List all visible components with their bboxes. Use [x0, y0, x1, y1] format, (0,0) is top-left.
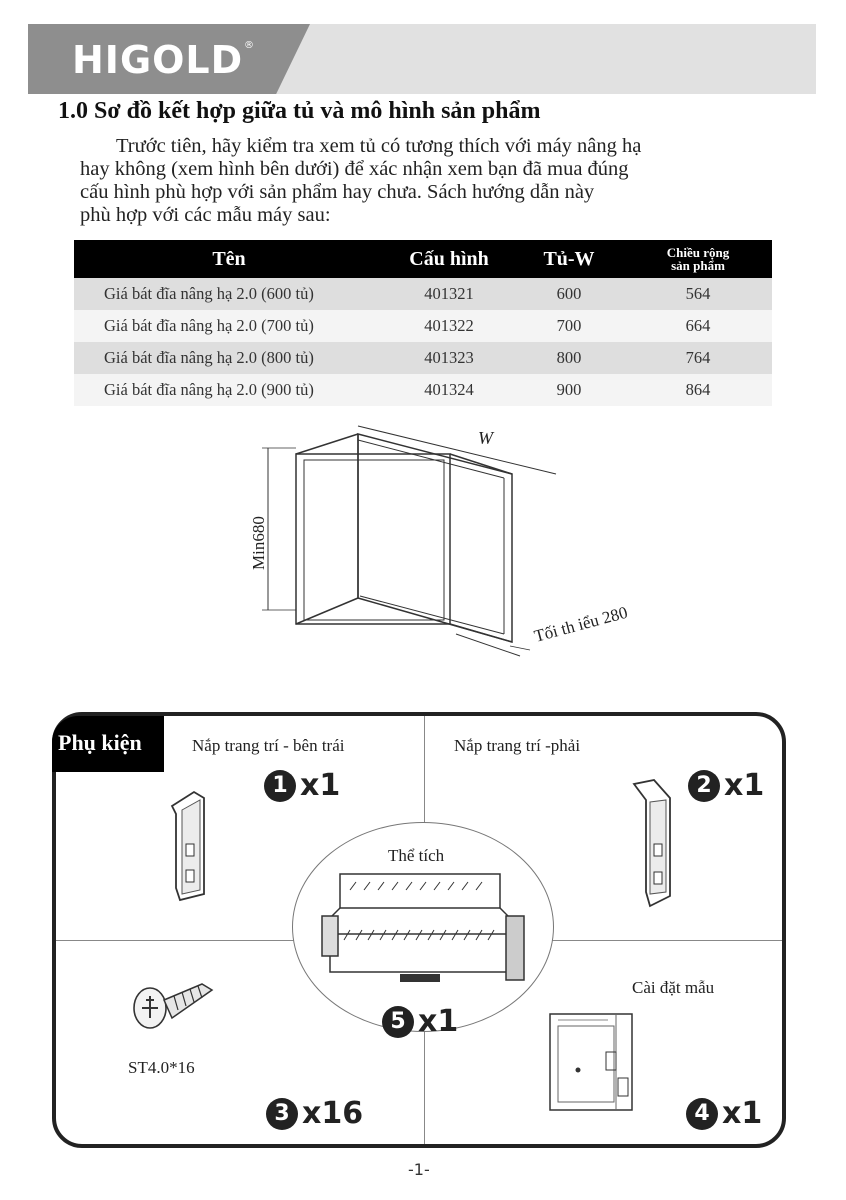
cell-name: Giá bát đĩa nâng hạ 2.0 (800 tủ) — [74, 342, 384, 374]
item-3-quantity — [266, 1096, 363, 1131]
cell-cabinet-width: 900 — [514, 374, 624, 406]
table-row — [74, 374, 772, 406]
depth-label: Tối th iểu 280 — [532, 602, 630, 646]
item-2-label: Nắp trang trí -phải — [454, 736, 581, 755]
height-label: Min680 — [249, 516, 268, 570]
section-title: 1.0 Sơ đồ kết hợp giữa tủ và mô hình sản phẩm — [58, 98, 541, 124]
width-label: W — [478, 428, 493, 448]
col-header-product-width-line2: sản phẩm — [671, 258, 725, 273]
item-1-number: 1 — [264, 770, 296, 802]
cell-product-width: 764 — [624, 342, 772, 374]
intro-line: Trước tiên, hãy kiểm tra xem tủ có tương thích với máy nâng hạ — [116, 135, 642, 157]
item-4-number: 4 — [686, 1098, 718, 1130]
cell-product-width: 664 — [624, 310, 772, 342]
screw-image — [128, 970, 218, 1034]
right-trim-cap-image — [626, 776, 686, 912]
item-3-label: ST4.0*16 — [128, 1058, 195, 1077]
item-4-label: Cài đặt mẫu — [632, 978, 715, 997]
item-4-quantity — [686, 1096, 762, 1131]
item-3-qty-text: x16 — [302, 1096, 364, 1131]
intro-paragraph — [80, 135, 760, 227]
cabinet-front-frame — [296, 454, 450, 624]
item-1-quantity — [264, 768, 340, 803]
dish-rack-basket-image — [320, 868, 530, 996]
cell-cabinet-width: 800 — [514, 342, 624, 374]
cell-name: Giá bát đĩa nâng hạ 2.0 (900 tủ) — [74, 374, 384, 406]
model-table — [74, 240, 772, 406]
cabinet-back-panel — [358, 434, 512, 642]
item-1-label: Nắp trang trí - bên trái — [192, 736, 345, 755]
table-row — [74, 278, 772, 310]
installation-template-image — [548, 1012, 638, 1112]
item-5-quantity — [382, 1004, 458, 1039]
col-header-cabinet-width: Tủ-W — [514, 240, 624, 278]
cell-config: 401324 — [384, 374, 514, 406]
registered-mark: ® — [244, 40, 254, 51]
cell-name: Giá bát đĩa nâng hạ 2.0 (600 tủ) — [74, 278, 384, 310]
left-trim-cap-image — [160, 784, 220, 904]
col-header-name: Tên — [74, 240, 384, 278]
cell-product-width: 564 — [624, 278, 772, 310]
cell-product-width: 864 — [624, 374, 772, 406]
cabinet-front-inner — [304, 460, 444, 620]
item-2-number: 2 — [688, 770, 720, 802]
col-header-product-width — [624, 240, 772, 278]
intro-line: phù hợp với các mẫu máy sau: — [80, 204, 331, 226]
col-header-config: Cấu hình — [384, 240, 514, 278]
cabinet-diagram — [240, 420, 660, 670]
cell-name: Giá bát đĩa nâng hạ 2.0 (700 tủ) — [74, 310, 384, 342]
cell-config: 401323 — [384, 342, 514, 374]
table-row — [74, 342, 772, 374]
brand-logo: HIGOLD — [72, 38, 244, 82]
item-2-qty-text: x1 — [724, 768, 765, 803]
page-number: -1- — [408, 1160, 430, 1179]
cell-cabinet-width: 600 — [514, 278, 624, 310]
intro-line: hay không (xem hình bên dưới) để xác nhận xem bạn đã mua đúng — [80, 158, 629, 180]
cell-cabinet-width: 700 — [514, 310, 624, 342]
table-row — [74, 310, 772, 342]
item-4-qty-text: x1 — [722, 1096, 763, 1131]
col-header-product-width-line1: Chiều rộng — [666, 245, 730, 260]
item-5-number: 5 — [382, 1006, 414, 1038]
item-3-number: 3 — [266, 1098, 298, 1130]
item-5-label: Thể tích — [388, 846, 445, 865]
item-1-qty-text: x1 — [300, 768, 341, 803]
cell-config: 401321 — [384, 278, 514, 310]
table-header-row — [74, 240, 772, 278]
item-5-qty-text: x1 — [418, 1004, 459, 1039]
accessories-title: Phụ kiện — [58, 730, 142, 755]
item-2-quantity — [688, 768, 764, 803]
intro-line: cấu hình phù hợp với sản phẩm hay chưa. Sách hướng dẫn này — [80, 181, 595, 203]
cell-config: 401322 — [384, 310, 514, 342]
